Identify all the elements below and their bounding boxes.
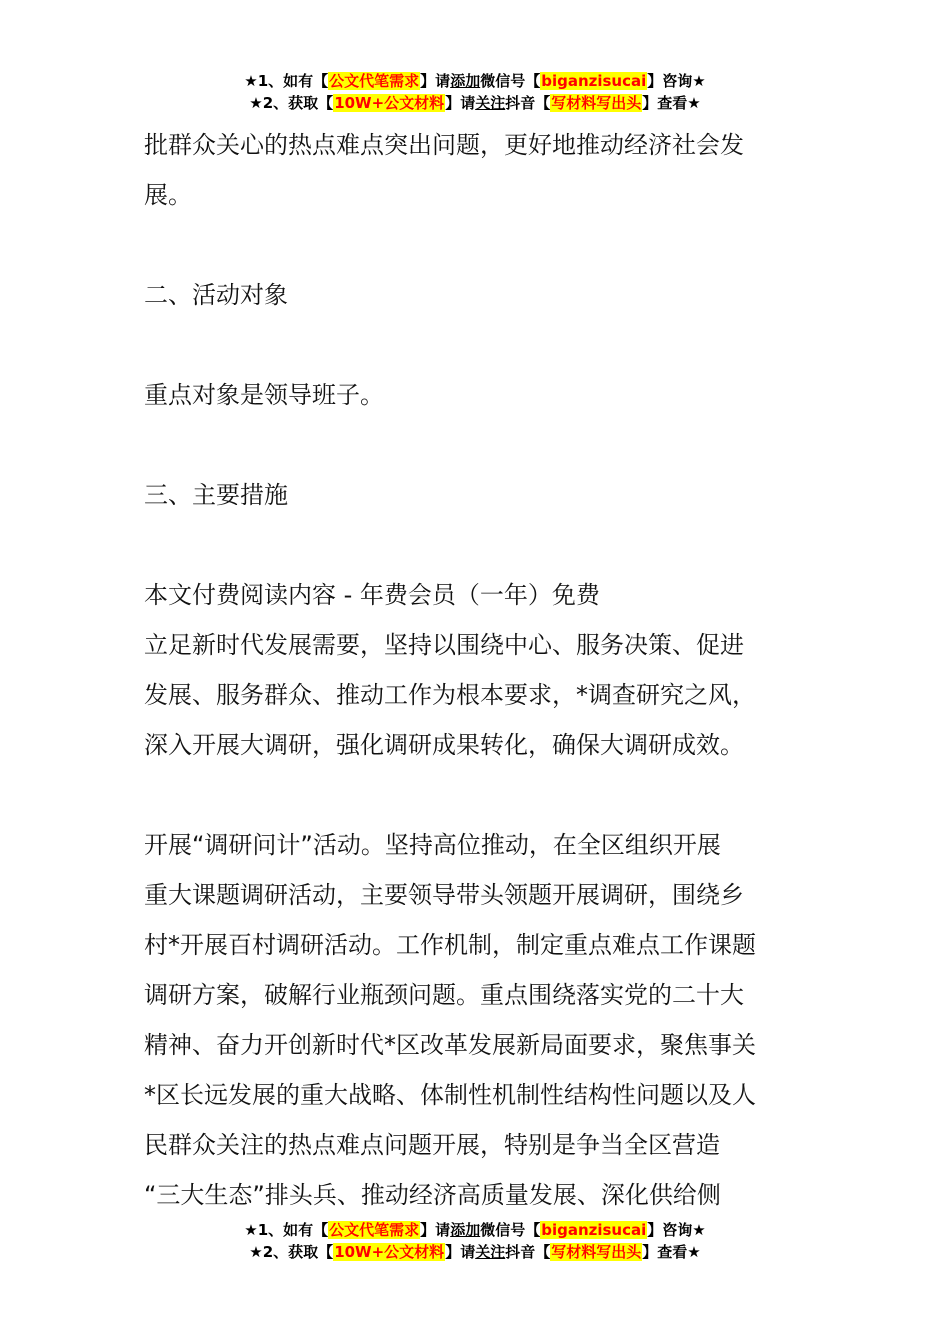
highlight-service: 公文代笔需求: [329, 1221, 420, 1239]
text-line: 重点对象是领导班子。: [144, 381, 384, 409]
section-heading-2: 二、活动对象: [144, 281, 288, 309]
text-line: 立足新时代发展需要，坚持以围绕中心、服务决策、促进: [144, 631, 744, 659]
text-line: 重大课题调研活动，主要领导带头领题开展调研，围绕乡: [144, 881, 744, 909]
text-line: 精神、奋力开创新时代*区改革发展新局面要求，聚焦事关: [144, 1031, 756, 1059]
promo-line-2: ★2、获取【10W+公文材料】请关注抖音【写材料写出头】查看★: [249, 94, 701, 112]
highlight-douyin: 写材料写出头: [551, 94, 642, 112]
text-line: 村*开展百村调研活动。工作机制，制定重点难点工作课题: [144, 931, 756, 959]
bottom-promo-banner: [0, 1219, 950, 1263]
text-line: *区长远发展的重大战略、体制性机制性结构性问题以及人: [144, 1081, 756, 1109]
promo-line-1: ★1、如有【公文代笔需求】请添加微信号【biganzisucai】咨询★: [244, 1221, 706, 1239]
paywall-notice: 本文付费阅读内容 - 年费会员（一年）免费: [144, 581, 600, 609]
blank-line: [144, 220, 808, 270]
text-line: “三大生态”排头兵、推动经济高质量发展、深化供给侧: [144, 1181, 721, 1209]
highlight-douyin: 写材料写出头: [551, 1243, 642, 1261]
text-line: 发展、服务群众、推动工作为根本要求，*调查研究之风，: [144, 681, 756, 709]
text-line: 展。: [144, 181, 192, 209]
promo-line-1: ★1、如有【公文代笔需求】请添加微信号【biganzisucai】咨询★: [244, 72, 706, 90]
text-line: 调研方案，破解行业瓶颈问题。重点围绕落实党的二十大: [144, 981, 744, 1009]
blank-line: [144, 770, 808, 820]
text-line: 开展“调研问计”活动。坚持高位推动，在全区组织开展: [144, 831, 721, 859]
text-line: 深入开展大调研，强化调研成果转化，确保大调研成效。: [144, 731, 744, 759]
highlight-wechat-id: biganzisucai: [541, 72, 647, 90]
highlight-materials: 10W+公文材料: [334, 94, 445, 112]
section-heading-3: 三、主要措施: [144, 481, 288, 509]
highlight-materials: 10W+公文材料: [334, 1243, 445, 1261]
blank-line: [144, 520, 808, 570]
document-body: [144, 120, 808, 1220]
blank-line: [144, 320, 808, 370]
text-line: 民群众关注的热点难点问题开展，特别是争当全区营造: [144, 1131, 720, 1159]
blank-line: [144, 420, 808, 470]
promo-line-2: ★2、获取【10W+公文材料】请关注抖音【写材料写出头】查看★: [249, 1243, 701, 1261]
highlight-wechat-id: biganzisucai: [541, 1221, 647, 1239]
text-line: 批群众关心的热点难点突出问题，更好地推动经济社会发: [144, 131, 744, 159]
top-promo-banner: [0, 70, 950, 114]
highlight-service: 公文代笔需求: [329, 72, 420, 90]
